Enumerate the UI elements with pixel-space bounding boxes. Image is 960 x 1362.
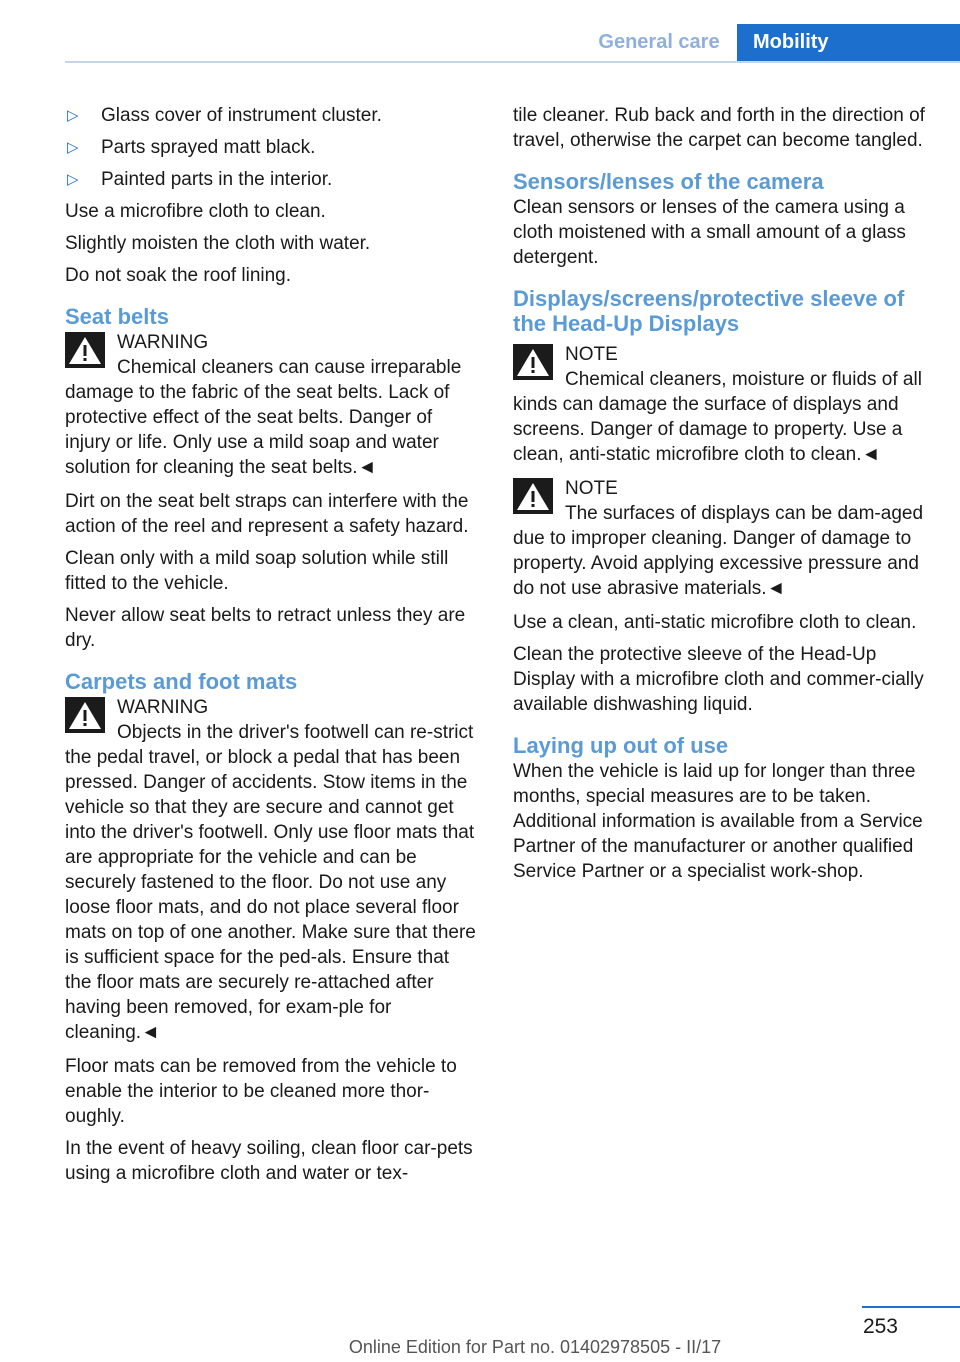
right-column <box>513 103 929 891</box>
list-item-text: Parts sprayed matt black. <box>101 137 316 158</box>
section-heading-laying-up: Laying up out of use <box>513 733 729 758</box>
paragraph: In the event of heavy soiling, clean floor car‐pets using a microfibre cloth and water or tex‐ <box>65 1138 473 1184</box>
section-tab-mobility: Mobility <box>737 24 960 61</box>
edition-footer: Online Edition for Part no. 01402978505 - II/17 <box>348 1337 722 1357</box>
paragraph: Floor mats can be removed from the vehicle to enable the interior to be cleaned more thor‐oughly. <box>65 1056 457 1127</box>
triangle-right-icon: ▷ <box>67 171 79 188</box>
warning-text: Objects in the driver's footwell can re‐strict the pedal travel, or block a pedal that has been pressed. Danger of accidents. Stow items in the vehicle so that they are secure and cannot get into the driver's footwell. Only use floor mats that are appropriate for the vehicle and can be securely fastened to the floor. Do not use any loose floor mats, and do not place several floor mats on top of one another. Make sure that there is sufficient space for the ped‐als. Ensure that the floor mats are securely re‐attached after having been removed, for exam‐ple for cleaning.◄ <box>65 722 476 1043</box>
paragraph: When the vehicle is laid up for longer than three months, special measures are to be taken. Additional information is available from a Service Partner of the manufacturer or another qualified Service Partner or a specialist work‐shop. <box>513 761 923 882</box>
note-text: The surfaces of displays can be dam‐aged due to improper cleaning. Danger of damage to property. Avoid applying excessive pressure and do not use abrasive materials.◄ <box>513 503 924 599</box>
section-heading-displays: Displays/screens/protective sleeve of the Head-Up Displays <box>513 286 905 336</box>
section-heading-seat-belts: Seat belts <box>65 304 169 329</box>
list-item-text: Glass cover of instrument cluster. <box>101 105 382 126</box>
note-box <box>513 476 929 601</box>
warning-triangle-icon <box>513 478 553 514</box>
paragraph: Dirt on the seat belt straps can interfere with the action of the reel and represent a safety hazard. <box>65 491 469 537</box>
note-box <box>513 342 929 467</box>
paragraph: tile cleaner. Rub back and forth in the direction of travel, otherwise the carpet can become tangled. <box>513 105 925 151</box>
list-item-text: Painted parts in the interior. <box>101 169 333 190</box>
triangle-right-icon: ▷ <box>67 139 79 156</box>
paragraph: Clean only with a mild soap solution while still fitted to the vehicle. <box>65 548 449 594</box>
section-heading-sensors: Sensors/lenses of the camera <box>513 169 824 194</box>
warning-triangle-icon <box>513 344 553 380</box>
warning-box <box>65 695 479 1045</box>
section-heading-carpets: Carpets and foot mats <box>65 669 298 694</box>
paragraph: Never allow seat belts to retract unless they are dry. <box>65 605 466 651</box>
left-column <box>65 103 479 1193</box>
page-number: 253 <box>862 1315 898 1338</box>
list-item <box>65 103 479 128</box>
footer-divider <box>862 1306 960 1308</box>
warning-triangle-icon <box>65 697 105 733</box>
header-divider <box>65 61 960 63</box>
list-item <box>65 135 479 160</box>
paragraph: Use a clean, anti-static microfibre cloth to clean. <box>513 612 917 633</box>
warning-box <box>65 330 479 480</box>
paragraph: Slightly moisten the cloth with water. <box>65 233 371 254</box>
paragraph: Do not soak the roof lining. <box>65 265 292 286</box>
warning-title: WARNING <box>117 332 209 353</box>
list-item <box>65 167 479 192</box>
note-title: NOTE <box>565 478 618 499</box>
warning-text: Chemical cleaners can cause irreparable damage to the fabric of the seat belts. Lack of protective effect of the seat belts. Danger of injury or life. Only use a mild soap and water solution for cleaning the seat belts.◄ <box>65 357 462 478</box>
note-text: Chemical cleaners, moisture or fluids of all kinds can damage the surface of displays and screens. Danger of damage to property. Use a clean, anti-static microfibre cloth to clean.◄ <box>513 369 922 465</box>
note-title: NOTE <box>565 344 618 365</box>
paragraph: Use a microfibre cloth to clean. <box>65 201 326 222</box>
section-tab-general-care: General care <box>598 31 720 53</box>
warning-triangle-icon <box>65 332 105 368</box>
paragraph: Clean the protective sleeve of the Head-Up Display with a microfibre cloth and commer‐cially available dishwashing liquid. <box>513 644 924 715</box>
warning-title: WARNING <box>117 697 209 718</box>
page-header <box>0 24 960 62</box>
paragraph: Clean sensors or lenses of the camera using a cloth moistened with a small amount of a glass detergent. <box>513 197 906 268</box>
triangle-right-icon: ▷ <box>67 107 79 124</box>
